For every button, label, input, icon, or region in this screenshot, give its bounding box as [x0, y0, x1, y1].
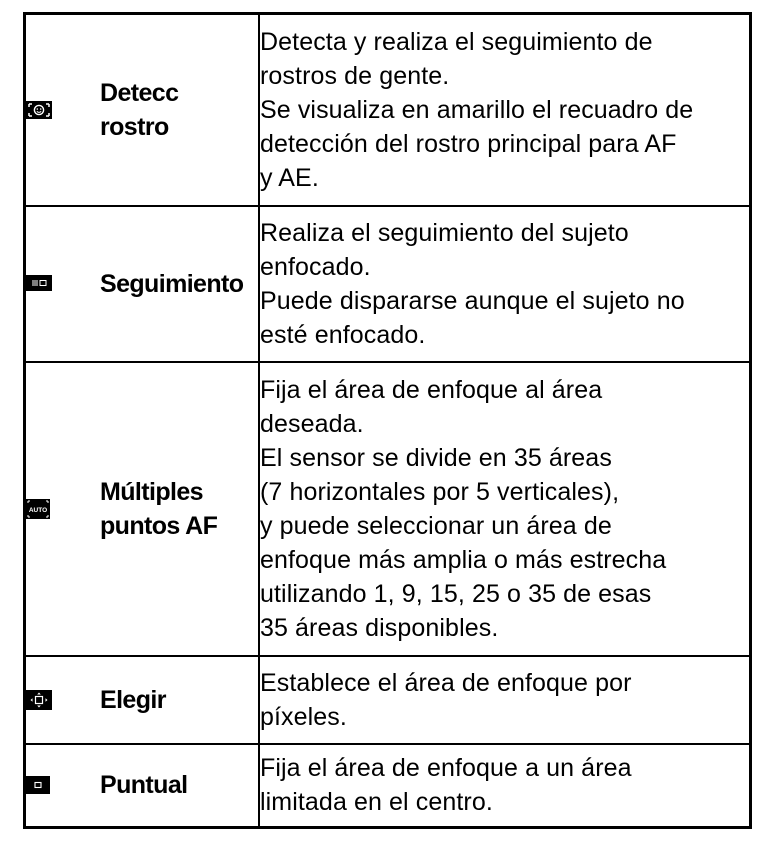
mode-name-line: Múltiples [100, 477, 203, 506]
table-row [25, 744, 751, 828]
mode-name-line: Elegir [100, 685, 166, 714]
face-detection-icon [26, 101, 52, 119]
description-line: rostros de gente. [260, 61, 450, 90]
icon-cell [25, 656, 101, 744]
mode-name-line: Detecc [100, 78, 179, 107]
table-row [25, 362, 751, 656]
mode-name [100, 656, 259, 744]
description-line: enfoque más amplia o más estrecha [260, 545, 667, 574]
icon-cell [25, 744, 101, 828]
description-line: 35 áreas disponibles. [260, 613, 499, 642]
description-line: y AE. [260, 163, 319, 192]
description-line: esté enfocado. [260, 320, 426, 349]
description-line: Fija el área de enfoque a un área [260, 754, 632, 783]
icon-cell [25, 14, 101, 206]
spot-icon [26, 776, 50, 794]
table-row [25, 656, 751, 744]
description-line: Fija el área de enfoque al área [260, 375, 603, 404]
description-line: enfocado. [260, 252, 371, 281]
description-line: y puede seleccionar un área de [260, 511, 612, 540]
mode-name-line: puntos AF [100, 511, 218, 540]
mode-description [259, 206, 751, 362]
mode-name [100, 206, 259, 362]
table-row [25, 14, 751, 206]
mode-name [100, 14, 259, 206]
select-point-icon [26, 690, 52, 710]
description-line: Puede dispararse aunque el sujeto no [260, 286, 685, 315]
af-mode-table [23, 12, 752, 829]
mode-description [259, 656, 751, 744]
mode-description [259, 362, 751, 656]
description-line: Establece el área de enfoque por [260, 668, 632, 697]
description-line: El sensor se divide en 35 áreas [260, 443, 612, 472]
mode-name [100, 362, 259, 656]
icon-cell [25, 362, 101, 656]
description-line: (7 horizontales por 5 verticales), [260, 477, 620, 506]
mode-name [100, 744, 259, 828]
description-line: deseada. [260, 409, 364, 438]
mode-name-line: Seguimiento [100, 269, 244, 298]
table-row [25, 206, 751, 362]
description-line: detección del rostro principal para AF [260, 129, 677, 158]
auto-area-icon [26, 499, 50, 519]
mode-description [259, 14, 751, 206]
description-line: utilizando 1, 9, 15, 25 o 35 de esas [260, 579, 652, 608]
mode-name-line: Puntual [100, 771, 188, 800]
auto-area-icon-label: AUTO [28, 506, 48, 514]
description-line: Se visualiza en amarillo el recuadro de [260, 95, 694, 124]
description-line: Realiza el seguimiento del sujeto [260, 218, 629, 247]
mode-name-line: rostro [100, 112, 169, 141]
icon-cell [25, 206, 101, 362]
description-line: píxeles. [260, 702, 347, 731]
mode-description [259, 744, 751, 828]
description-line: Detecta y realiza el seguimiento de [260, 27, 653, 56]
tracking-icon [26, 275, 52, 291]
description-line: limitada en el centro. [260, 788, 493, 817]
